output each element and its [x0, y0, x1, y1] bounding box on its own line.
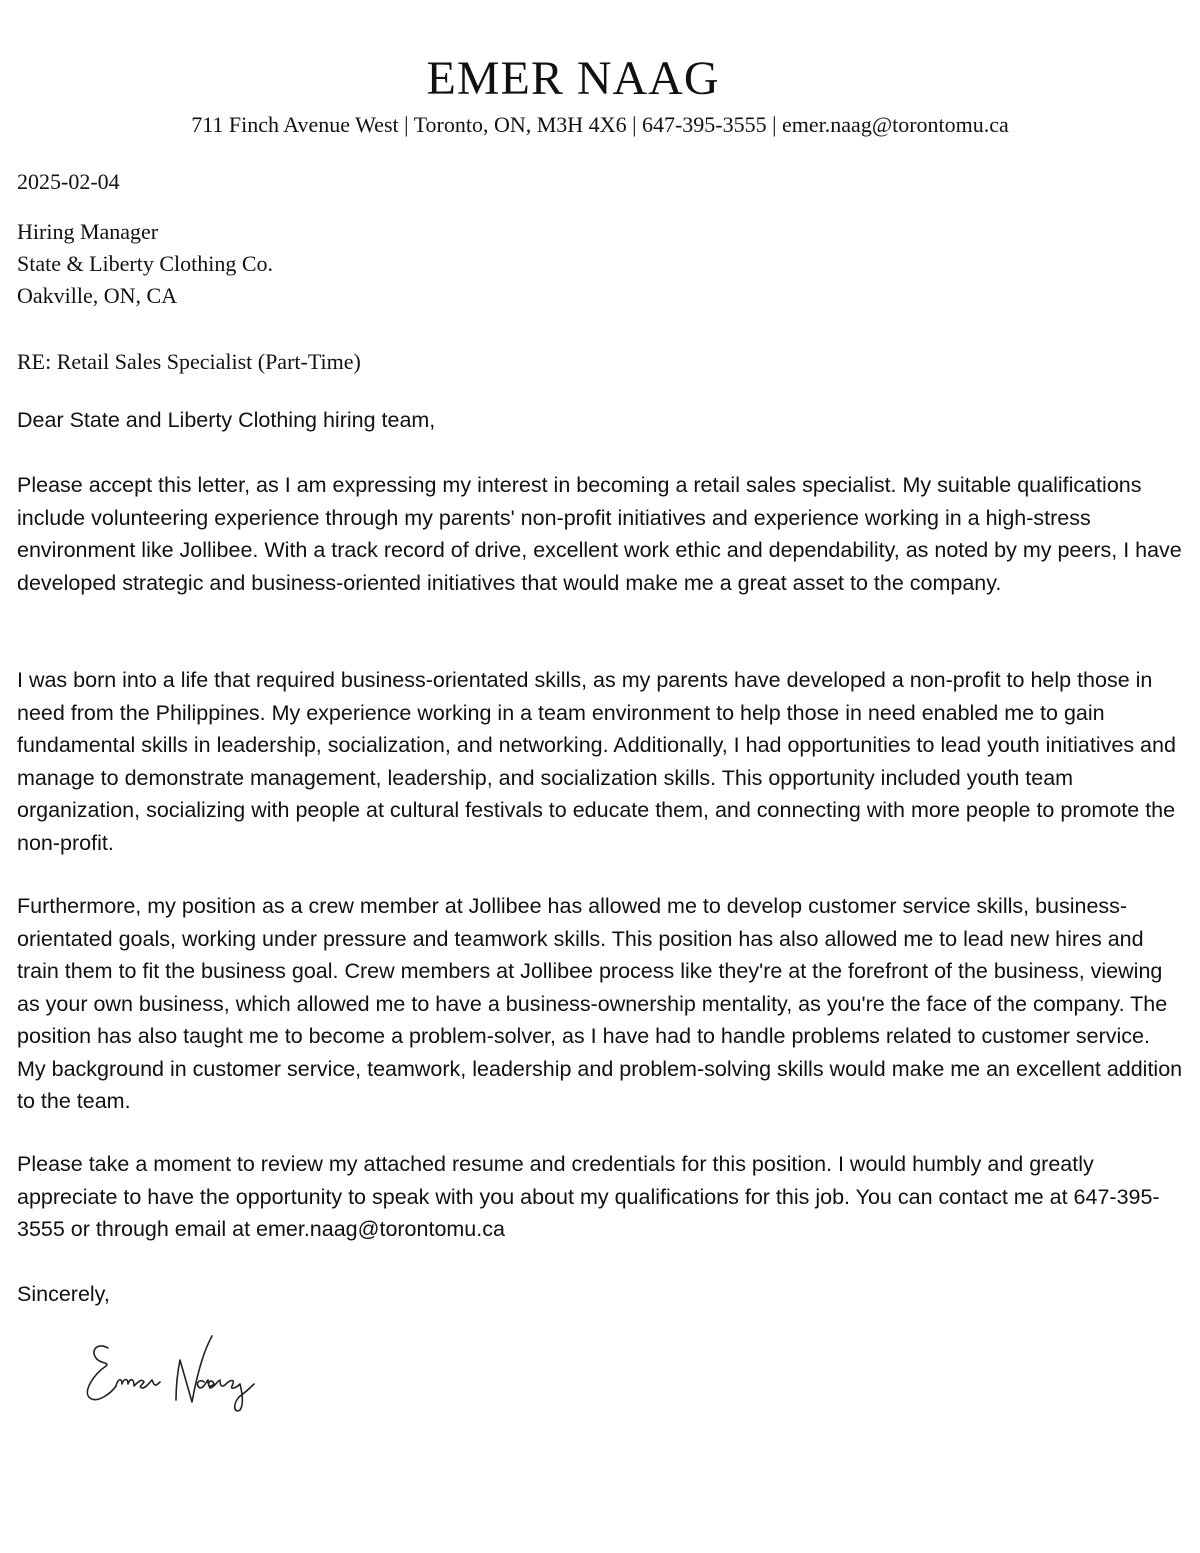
- subject-line: RE: Retail Sales Specialist (Part-Time): [17, 349, 361, 374]
- recipient-location: Oakville, ON, CA: [17, 283, 178, 308]
- body-paragraph-2: I was born into a life that required business-orientated skills, as my parents have developed a non-profit to help those in need from the Philippines. My experience working in a team environment to help those in need enabled me to gain fundamental skills in leadership, socialization, and networking. Additionally, I had opportunities to lead youth initiatives and manage to demonstrate management, leadership, and socialization skills. This opportunity included youth team organization, socializing with people at cultural festivals to educate them, and connecting with more people to promote the non-profit.: [17, 668, 1176, 855]
- body-paragraph-3: Furthermore, my position as a crew member at Jollibee has allowed me to develop customer service skills, business-orientated goals, working under pressure and teamwork skills. This position has also allowed me to lead new hires and train them to fit the business goal. Crew members at Jollibee process like they're at the forefront of the business, viewing as your own business, which allowed me to have a business-ownership mentality, as you're the face of the company. The position has also taught me to become a problem-solver, as I have had to handle problems related to customer service. My background in customer service, teamwork, leadership and problem-solving skills would make me an excellent addition to the team.: [17, 894, 1183, 1113]
- closing: Sincerely,: [17, 1282, 110, 1306]
- recipient-title: Hiring Manager: [17, 219, 159, 244]
- recipient-company: State & Liberty Clothing Co.: [17, 251, 274, 276]
- recipient-block: [17, 216, 273, 312]
- body-paragraph-4: Please take a moment to review my attached resume and credentials for this position. I would humbly and greatly appreciate to have the opportunity to speak with you about my qualifications for this job. You can contact me at 647-395-3555 or through email at emer.naag@torontomu.ca: [17, 1152, 1160, 1241]
- body-paragraph-1: Please accept this letter, as I am expressing my interest in becoming a retail sales specialist. My suitable qualifications include volunteering experience through my parents' non-profit initiatives and experience working in a high-stress environment like Jollibee. With a track record of drive, excellent work ethic and dependability, as noted by my peers, I have developed strategic and business-oriented initiatives that would make me a great asset to the company.: [17, 473, 1182, 595]
- salutation: Dear State and Liberty Clothing hiring team,: [17, 408, 436, 432]
- applicant-name: EMER NAAG: [426, 52, 720, 105]
- letter-date: 2025-02-04: [17, 169, 120, 194]
- signature-icon: [80, 1330, 270, 1420]
- handwritten-signature: [80, 1330, 270, 1420]
- contact-line: 711 Finch Avenue West | Toronto, ON, M3H 4X6 | 647-395-3555 | emer.naag@torontomu.ca: [191, 112, 1009, 137]
